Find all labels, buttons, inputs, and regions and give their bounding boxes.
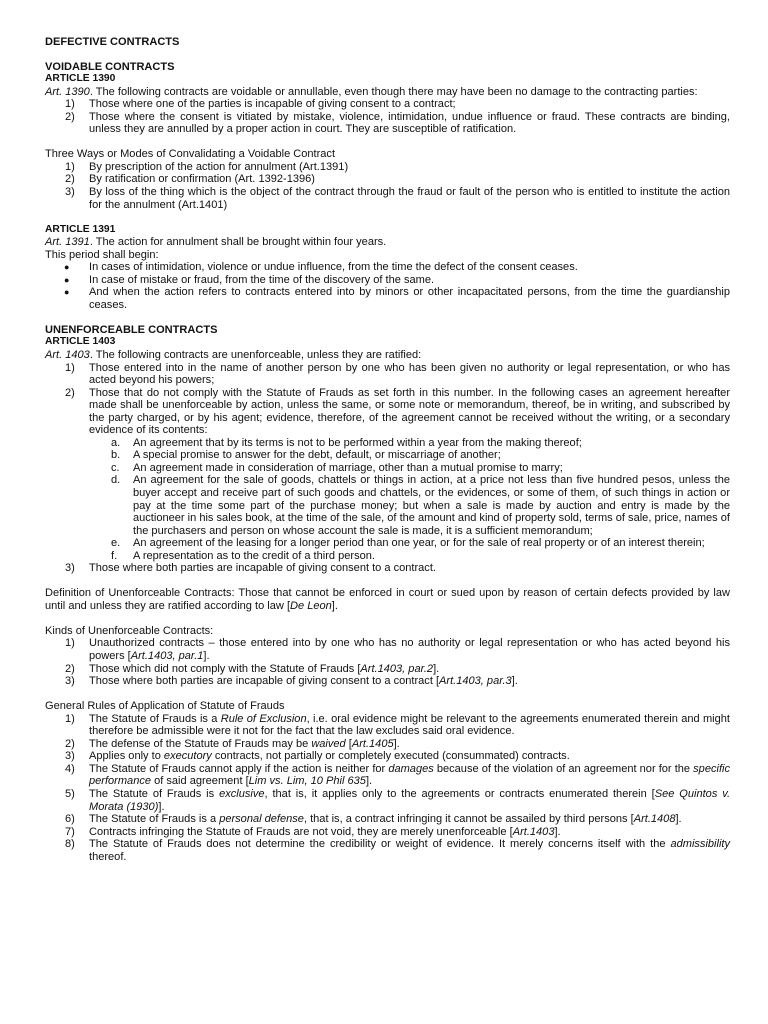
definition-text: Definition of Unenforceable Contracts: Those that cannot be enforced in court or sued upon by reason of certain defects provided by law until and unless they are ratified according to law [ [45,587,730,612]
bullet-icon: ● [64,262,70,273]
unenforceable-heading: UNENFORCEABLE CONTRACTS [45,323,218,336]
rule-text: , that is, a contract infringing it cannot be assailed by third persons [ [303,813,634,826]
list-item-text: Those where the consent is vitiated by mistake, violence, intimidation, undue influence or fraud. These contracts are binding, unless they are annulled by a proper action in court. They are susceptible of ratification. [89,110,730,136]
article-1403-ref: Art. 1403 [45,348,90,361]
list-number: 1) [65,361,75,374]
rule-text: The Statute of Frauds does not determine the credibility or weight of evidence. It merely concerns itself with the [89,838,671,851]
bullet-icon: ● [64,287,70,298]
list-item [45,813,730,826]
list-number: 8) [65,838,75,851]
rule-emphasis: damages [388,762,434,775]
bullet-text: In case of mistake or fraud, from the time of the discovery of the same. [89,273,435,286]
list-item [45,675,730,688]
bullet-item [45,261,730,274]
list-item [45,173,730,186]
list-number: 1) [65,712,75,725]
citation: Art.1403, par.1 [130,650,204,663]
list-item [45,111,730,136]
sublist-item [89,550,730,563]
voidable-list [45,98,730,136]
bullet-item [45,286,730,311]
rule-text: Contracts infringing the Statute of Frauds are not void, they are merely unenforceable [ [89,825,513,838]
list-item [45,826,730,839]
article-1403-intro [45,349,730,362]
list-number: 2) [65,110,75,123]
list-item-text: Those entered into in the name of another person by one who has been given no authority or legal representation, or who has acted beyond his powers; [89,361,730,387]
rule-emphasis: waived [311,737,346,750]
general-rules-heading: General Rules of Application of Statute of Frauds [45,700,285,713]
rule-text: Applies only to [89,750,164,763]
list-number: 1) [65,160,75,173]
list-number: 2) [65,173,75,186]
period-bullet-list [45,261,730,311]
voidable-heading: VOIDABLE CONTRACTS [45,60,175,73]
rule-text: of said agreement [ [151,775,249,788]
rule-emphasis: exclusive [219,787,265,800]
rule-text: The Statute of Frauds is a [89,712,221,725]
rule-emphasis: executory [163,750,212,763]
list-number: 3) [65,185,75,198]
bullet-item [45,274,730,287]
citation-end: ]. [365,775,373,788]
rule-text: The Statute of Frauds cannot apply if the action is neither for [89,762,389,775]
article-1390-intro-text: . The following contracts are voidable or annullable, even though there may have been no damage to the contracting parties: [89,85,698,98]
list-number: 3) [65,750,75,763]
rule-text: The Statute of Frauds is a [89,813,220,826]
rule-text: , that is, it applies only to the agreements or contracts enumerated therein [ [264,787,655,800]
bullet-text: In cases of intimidation, violence or undue influence, from the time the defect of the consent ceases. [89,261,578,274]
citation: Art.1403, par.3 [439,675,512,688]
list-item [45,738,730,751]
bullet-icon: ● [64,274,70,285]
document-title: DEFECTIVE CONTRACTS [45,36,180,48]
sublist-text: An agreement that by its terms is not to be performed within a year from the making thereof; [133,436,582,449]
list-item-text: Those which did not comply with the Statute of Frauds [ [89,662,361,675]
rule-emphasis: specific performance [89,762,730,788]
rule-emphasis: admissibility [670,838,730,851]
citation-end: ]. [511,675,518,688]
citation-end: ]. [433,662,440,675]
citation: See Quintos v. Morata (1930) [89,787,731,813]
list-number: 3) [65,562,75,575]
document-page [45,36,730,863]
list-item [45,637,730,662]
article-1390-label: ARTICLE 1390 [45,73,116,85]
sublist-text: An agreement for the sale of goods, chattels or things in action, at a price not less than five hundred pesos, unless the buyer accept and receive part of such goods and chattels, or the evidences, or some of them, of such things in action or pay at the time some part of the purchase money; but when a sale is made by auction and entry is made by the auctioneer in his sales book, at the time of the sale, of the amount and kind of property sold, terms of sale, price, names of the purchasers and person on whose account the sale is made, it is a sufficient memorandum; [133,474,730,537]
rule-text: The Statute of Frauds is [89,787,220,800]
list-item-text: Those where both parties are incapable of giving consent to a contract. [89,562,436,575]
sublist-item [89,437,730,450]
list-item-text: Those where both parties are incapable of giving consent to a contract [ [89,675,440,688]
rule-text: thereof. [89,850,127,863]
sublist-letter: a. [111,436,121,449]
citation: Art.1403 [512,825,555,838]
sublist-item [89,474,730,537]
sublist-item [89,462,730,475]
citation-end: ]. [158,800,165,813]
sublist-text: A representation as to the credit of a third person. [133,549,375,562]
list-item [45,788,730,813]
list-number: 4) [65,762,75,775]
list-number: 2) [65,737,75,750]
list-item-text: By loss of the thing which is the object of the contract through the fraud or fault of the person who is entitled to institute the action for the annulment (Art.1401) [89,185,730,211]
list-item [45,750,730,763]
list-item [45,98,730,111]
list-number: 2) [65,386,75,399]
citation: Art.1408 [633,813,676,826]
list-item [45,186,730,211]
bullet-text: And when the action refers to contracts entered into by minors or other incapacitated persons, from the time the guardianship ceases. [89,286,730,311]
kinds-list [45,637,730,687]
sublist-text: A special promise to answer for the debt, default, or miscarriage of another; [133,449,501,462]
article-1391-text [45,236,730,249]
statute-sublist [89,437,730,562]
list-number: 6) [65,813,75,826]
sublist-item [89,449,730,462]
list-item-text: By ratification or confirmation (Art. 1392-1396) [89,173,315,186]
sublist-item [89,537,730,550]
sublist-letter: e. [111,537,121,550]
modes-heading: Three Ways or Modes of Convalidating a Voidable Contract [45,148,336,161]
list-number: 3) [65,675,75,688]
list-item [45,663,730,676]
rule-emphasis: Rule of Exclusion [220,712,307,725]
rule-text: , i.e. oral evidence might be relevant to the agreements enumerated therein and might therefore be admissible were it not for the fact that the law excludes said oral evidence. [89,712,730,738]
definition-end: ]. [331,599,338,612]
unenforceable-definition [45,587,730,612]
list-item [45,362,730,387]
kinds-heading: Kinds of Unenforceable Contracts: [45,624,214,637]
list-item-text: By prescription of the action for annulment (Art.1391) [89,160,349,173]
list-item [45,763,730,788]
list-number: 1) [65,98,75,111]
citation: Lim vs. Lim, 10 Phil 635 [248,775,366,788]
rule-text: because of the violation of an agreement nor for the [433,762,694,775]
article-1391-label: ARTICLE 1391 [45,223,116,235]
list-number: 2) [65,662,75,675]
article-1403-label: ARTICLE 1403 [45,336,116,348]
list-item [45,387,730,563]
citation-end: ]. [203,650,210,663]
citation-end: ]. [554,825,561,838]
article-1391-ref: Art. 1391 [45,236,90,249]
list-number: 7) [65,825,75,838]
rule-text: [ [345,737,352,750]
unenforceable-list [45,362,730,575]
general-rules-list [45,713,730,864]
list-item-text: Unauthorized contracts – those entered into by one who has no authority or legal representation or who has acted beyond his powers [ [89,637,730,663]
list-item-text: Those where one of the parties is incapable of giving consent to a contract; [89,98,456,111]
citation-end: ]. [393,737,400,750]
list-number: 5) [65,787,75,800]
rule-emphasis: personal defense [219,813,304,826]
article-1391-body: . The action for annulment shall be brought within four years. [89,236,387,249]
sublist-letter: f. [111,549,118,562]
citation-end: ]. [675,813,682,826]
sublist-letter: b. [111,449,121,462]
article-1403-intro-text: . The following contracts are unenforceable, unless they are ratified: [89,348,422,361]
definition-citation: De Leon [290,599,332,612]
list-item [45,562,730,575]
sublist-letter: d. [111,474,121,487]
list-item-text: Those that do not comply with the Statute of Frauds as set forth in this number. In the following cases an agreement hereafter made shall be unenforceable by action, unless the same, or some note or memorandum, thereof, be in writing, and subscribed by the party charged, or by his agent; evidence, therefore, of the agreement cannot be received without the writing, or a secondary evidence of its contents: [89,386,730,437]
citation: Art.1405 [351,737,394,750]
sublist-letter: c. [111,461,120,474]
modes-list [45,161,730,211]
sublist-text: An agreement of the leasing for a longer period than one year, or for the sale of real property or of an interest therein; [133,537,705,550]
article-1390-intro [45,86,730,99]
list-item [45,161,730,174]
sublist-text: An agreement made in consideration of marriage, other than a mutual promise to marry; [133,461,563,474]
rule-text: The defense of the Statute of Frauds may be [89,737,312,750]
citation: Art.1403, par.2 [360,662,434,675]
period-begin-label: This period shall begin: [45,248,159,261]
list-item [45,713,730,738]
rule-text: contracts, not partially or completely executed (consummated) contracts. [211,750,570,763]
list-number: 1) [65,637,75,650]
article-1390-ref: Art. 1390 [45,85,90,98]
list-item [45,838,730,863]
